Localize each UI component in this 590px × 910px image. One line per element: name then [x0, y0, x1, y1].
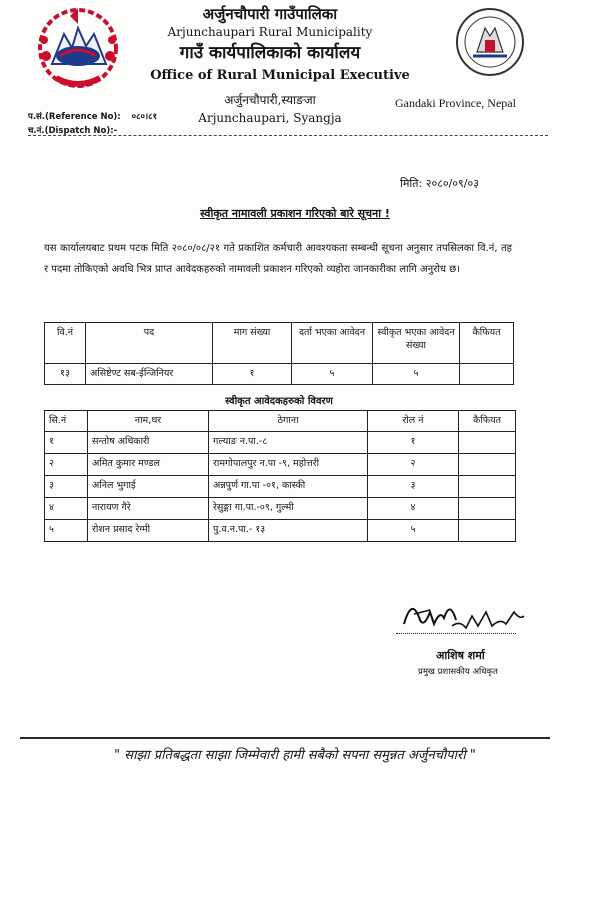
cell: २ [45, 454, 88, 476]
cell: अनिल भुगाई [88, 476, 209, 498]
cell: नारायण गैरे [88, 498, 209, 520]
cell: ४ [368, 498, 459, 520]
cell: १ [45, 432, 88, 454]
municipality-seal-logo [453, 6, 527, 78]
header-cell: पद [86, 323, 213, 364]
post-table-header [45, 323, 514, 364]
cell [459, 454, 516, 476]
municipality-name-english: Arjunchaupari Rural Municipality [167, 25, 373, 39]
notice-body: यस कार्यालयबाट प्रथम पटक मिति २०८०/०८/२१ गते प्रकाशित कर्मचारी आवश्यकता सम्बन्धी सूचना अनुसार तपसिलका वि.नं, तह र पदमा तोकिएको अवधि भित्र प्राप्त आवेदकहरुको नामावली प्रकाशन गरिएको व्यहोरा जानकारीका लागि अनुरोध छ। [44, 243, 512, 275]
cell: रामगोपालपुर न.पा -९, महोत्तरी [209, 454, 368, 476]
table-row [45, 520, 516, 542]
header-cell: वि.नं [45, 323, 86, 364]
cell: १ [213, 364, 292, 385]
signer-title: प्रमुख प्रशासकीय अधिकृत [418, 667, 498, 677]
header-cell: ठेगाना [209, 411, 368, 432]
cell: रोशन प्रसाद रेग्मी [88, 520, 209, 542]
cell [459, 520, 516, 542]
reference-number-line [28, 111, 157, 122]
dispatch-label: च.नं.(Dispatch No):- [28, 126, 118, 136]
cell: सन्तोष अधिकारी [88, 432, 209, 454]
cell: ५ [373, 364, 460, 385]
cell: ५ [45, 520, 88, 542]
municipality-motto: " साझा प्रतिबद्धता साझा जिम्मेवारी हामी सबैको सपना समुन्नत अर्जुनचौपारी " [114, 748, 476, 763]
table-row [45, 498, 516, 520]
cell: अन्नपुर्ण गा.पा -०१, कास्की [209, 476, 368, 498]
province-label: Gandaki Province, Nepal [395, 96, 516, 110]
table-row [45, 432, 516, 454]
municipality-name-nepali: अर्जुनचौपारी गाउँपालिका [202, 5, 338, 23]
cell [459, 432, 516, 454]
cell: ५ [292, 364, 373, 385]
address-nepali: अर्जुनचौपारी,स्याङजा [224, 93, 316, 107]
cell: २ [368, 454, 459, 476]
notice-date: मिति: २०८०/०९/०३ [400, 177, 479, 190]
address-english: Arjunchaupari, Syangja [198, 111, 342, 125]
table-row [45, 364, 514, 385]
candidate-table-header [45, 411, 516, 432]
candidates-title: स्वीकृत आवेदकहरुको विवरण [225, 396, 333, 407]
cell: ३ [45, 476, 88, 498]
office-name-nepali: गाउँ कार्यपालिकाको कार्यालय [179, 43, 361, 63]
signer-name: आशिष शर्मा [436, 649, 485, 662]
table-row [45, 476, 516, 498]
notice-subject: स्वीकृत नामावली प्रकाशन गरिएको बारे सूचना ! [200, 207, 390, 220]
header-cell: दर्ता भएका आवेदन [292, 323, 373, 364]
cell: ५ [368, 520, 459, 542]
reference-label: प.सं.(Reference No): [28, 112, 121, 122]
cell: पु.व.न.पा.- १३ [209, 520, 368, 542]
header-cell: रोल नं [368, 411, 459, 432]
cell: ४ [45, 498, 88, 520]
reference-value: ०८०।८१ [131, 112, 157, 122]
candidate-table [44, 410, 516, 542]
post-table [44, 322, 514, 385]
header-cell: कैफियत [460, 323, 514, 364]
cell: रेसुङ्गा गा.पा.-०९, गुल्मी [209, 498, 368, 520]
cell [459, 476, 516, 498]
cell: १ [368, 432, 459, 454]
cell [460, 364, 514, 385]
cell: ३ [368, 476, 459, 498]
office-name-english: Office of Rural Municipal Executive [150, 68, 410, 83]
header-divider [28, 135, 548, 136]
cell: अमित कुमार मण्डल [88, 454, 209, 476]
cell: १३ [45, 364, 86, 385]
signature-line [396, 633, 516, 634]
header-cell: माग संख्या [213, 323, 292, 364]
table-row [45, 454, 516, 476]
cell [459, 498, 516, 520]
header-cell: नाम,थर [88, 411, 209, 432]
cell: असिष्टेण्ट सब-ईन्जिनियर [86, 364, 213, 385]
handwritten-signature [400, 590, 530, 634]
header-cell: कैफियत [459, 411, 516, 432]
cell: गल्याङ न.पा.-८ [209, 432, 368, 454]
header-cell: स्वीकृत भएका आवेदन संख्या [373, 323, 460, 364]
header-cell: सि.नं [45, 411, 88, 432]
footer-divider [20, 737, 550, 739]
